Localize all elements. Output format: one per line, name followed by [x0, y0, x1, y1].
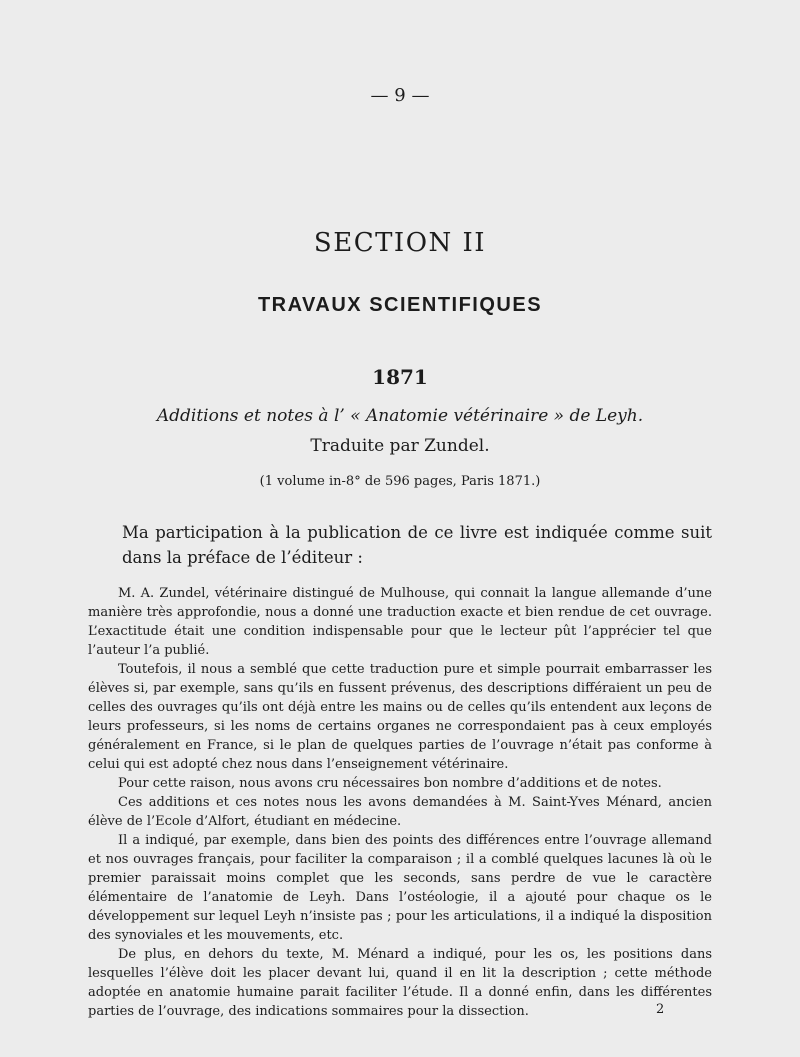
preface-paragraph: Toutefois, il nous a semblé que cette traduction pure et simple pourrait embarrasser les élèves si, par exemple, sans qu’ils en fussent prévenus, des descriptions différaient un peu de celles des ouvrages qu’ils ont déjà entre les mains ou de celles qu’ils entendent aux leçons de leurs professeurs, si les noms de certains organes ne correspondaient pas à ceux employés généralement en France, si le plan de quelques parties de l’ouvrage n’était pas conforme à celui qui est adopté chez nous dans l’enseignement vétérinaire.	[88, 662, 712, 772]
section-title: SECTION II	[313, 228, 487, 258]
signature-mark: 2	[656, 1002, 665, 1017]
page-number: — 9 —	[370, 85, 430, 106]
preface-paragraph: De plus, en dehors du texte, M. Ménard a indiqué, pour les os, les positions dans lesquelles l’élève doit les placer devant lui, quand il en lit la description ; cette méthode adoptée en anatomie humaine parait faciliter l’étude. Il a donné enfin, dans les différentes parties de l’ouvrage, des indications sommaires pour la dissection.	[88, 947, 712, 1019]
quoted-preface	[88, 584, 712, 1021]
work-title: Additions et notes à l’ « Anatomie vétérinaire » de Leyh.	[156, 406, 644, 426]
preface-paragraph: M. A. Zundel, vétérinaire distingué de Mulhouse, qui connait la langue allemande d’une manière très approfondie, nous a donné une traduction exacte et bien rendue de cet ouvrage. L’exactitude était une condition indispensable pour que le lecteur pût l’apprécier tel que l’auteur l’a publié.	[88, 586, 712, 658]
section-subtitle: TRAVAUX SCIENTIFIQUES	[257, 294, 543, 316]
preface-paragraph: Il a indiqué, par exemple, dans bien des points des différences entre l’ouvrage allemand et nos ouvrages français, pour faciliter la comparaison ; il a comblé quelques lacunes là où le premier paraissait moins complet que les seconds, sans perdre de vue le caractère élémentaire de l’anatomie de Leyh. Dans l’ostéologie, il a ajouté pour chaque os le développement sur lequel Leyh n’insiste pas ; pour les articulations, il a indiqué la disposition des synoviales et les mouvements, etc.	[88, 833, 712, 943]
intro-paragraph: Ma participation à la publication de ce livre est indiquée comme suit dans la préface de l’éditeur :	[122, 523, 712, 567]
preface-paragraph: Pour cette raison, nous avons cru nécessaires bon nombre d’additions et de notes.	[118, 776, 662, 791]
year-heading: 1871	[372, 365, 428, 389]
preface-paragraph: Ces additions et ces notes nous les avons demandées à M. Saint-Yves Ménard, ancien élève de l’Ecole d’Alfort, étudiant en médecine.	[88, 795, 712, 829]
translator-line: Traduite par Zundel.	[310, 436, 490, 456]
volume-info: (1 volume in-8° de 596 pages, Paris 1871.)	[259, 474, 541, 489]
